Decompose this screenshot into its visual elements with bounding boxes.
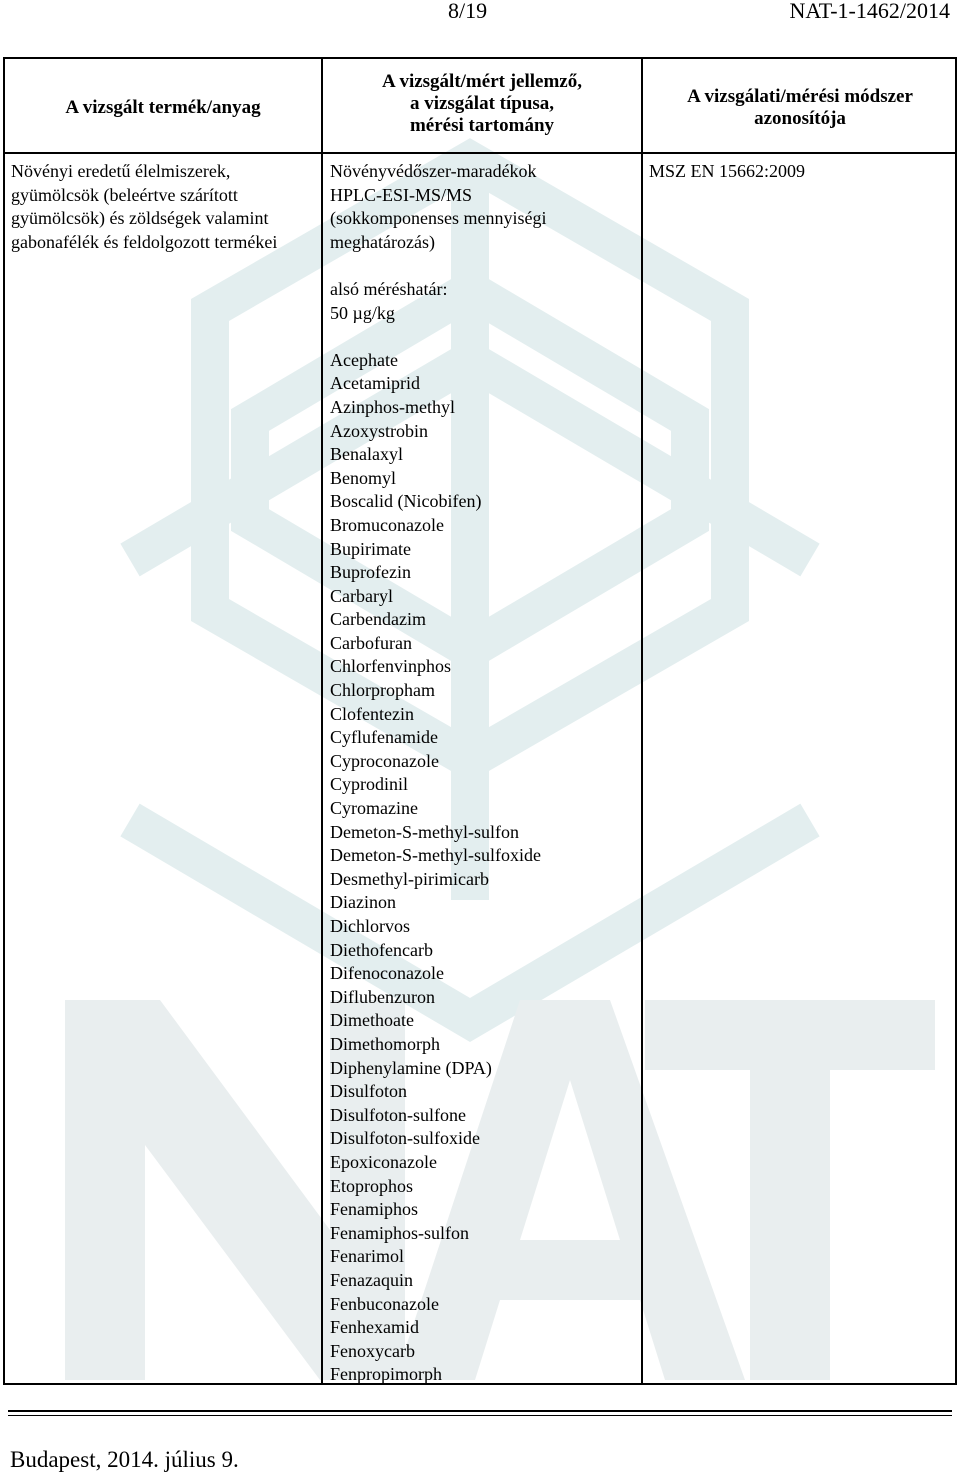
analyte-item: Fenamiphos-sulfon	[330, 1222, 469, 1243]
col-header-product: A vizsgált termék/anyag	[65, 97, 261, 118]
col-header-method	[643, 86, 957, 130]
analyte-item: Diflubenzuron	[330, 986, 435, 1007]
analyte-item: Buprofezin	[330, 562, 411, 583]
analyte-item: Desmethyl-pirimicarb	[330, 868, 489, 889]
accreditation-table	[3, 57, 957, 1385]
analyte-item: Fenhexamid	[330, 1317, 419, 1338]
analyte-item: Fenamiphos	[330, 1199, 418, 1220]
method-line: HPLC-ESI-MS/MS	[330, 184, 473, 205]
col-header-characteristic	[323, 71, 641, 137]
analyte-item: Difenoconazole	[330, 963, 444, 984]
document-id: NAT-1-1462/2014	[789, 0, 950, 23]
analyte-item: Acephate	[330, 349, 398, 370]
footer-rule	[8, 1415, 952, 1416]
analyte-item: Azinphos-methyl	[330, 396, 455, 417]
analyte-list	[330, 349, 638, 1387]
header-line: A vizsgálati/mérési módszer	[687, 86, 913, 107]
header-line: mérési tartomány	[409, 115, 555, 136]
header-divider	[5, 152, 955, 154]
footer-rule	[8, 1410, 952, 1412]
page-number: 8/19	[448, 0, 488, 23]
analyte-item: Fenbuconazole	[330, 1293, 439, 1314]
analyte-item: Chlorpropham	[330, 680, 435, 701]
analyte-item: Diphenylamine (DPA)	[330, 1057, 492, 1078]
analyte-item: Acetamiprid	[330, 373, 420, 394]
analyte-item: Etoprophos	[330, 1175, 413, 1196]
analyte-item: Fenoxycarb	[330, 1340, 415, 1361]
analyte-item: Carbofuran	[330, 632, 412, 653]
analyte-item: Azoxystrobin	[330, 420, 428, 441]
header-line: azonosítója	[754, 108, 846, 129]
analyte-item: Carbaryl	[330, 585, 393, 606]
analyte-item: Dimethomorph	[330, 1033, 440, 1054]
column-divider	[641, 59, 643, 1383]
method-line: Növényvédőszer-maradékok	[330, 161, 537, 181]
analyte-item: Disulfoton	[330, 1081, 408, 1102]
analyte-item: Benalaxyl	[330, 444, 403, 465]
analyte-item: Cyflufenamide	[330, 727, 438, 748]
analyte-item: Demeton-S-methyl-sulfoxide	[330, 845, 541, 866]
header-line: a vizsgálat típusa,	[409, 93, 555, 114]
analyte-item: Disulfoton-sulfoxide	[330, 1128, 480, 1149]
analyte-item: Fenarimol	[330, 1246, 404, 1267]
method-id: MSZ EN 15662:2009	[649, 161, 806, 181]
lod-label: alsó méréshatár:	[330, 278, 448, 299]
product-line: gyümölcsök (beleértve szárított	[11, 184, 238, 205]
lod-value: 50 µg/kg	[330, 302, 395, 323]
analyte-item: Demeton-S-methyl-sulfon	[330, 821, 519, 842]
analyte-item: Bupirimate	[330, 538, 411, 559]
product-description	[11, 160, 317, 254]
analyte-item: Carbendazim	[330, 609, 426, 630]
analyte-item: Chlorfenvinphos	[330, 656, 451, 677]
analyte-item: Boscalid (Nicobifen)	[330, 491, 482, 512]
analyte-item: Fenazaquin	[330, 1269, 413, 1290]
analyte-item: Diethofencarb	[330, 939, 433, 960]
method-line: meghatározás)	[330, 231, 435, 252]
analyte-item: Bromuconazole	[330, 514, 444, 535]
analyte-item: Disulfoton-sulfone	[330, 1104, 466, 1125]
header-line: A vizsgált/mért jellemző,	[382, 71, 582, 92]
characteristic-description	[330, 160, 638, 1387]
method-line: (sokkomponenses mennyiségi	[330, 208, 547, 229]
analyte-item: Cyprodinil	[330, 774, 409, 795]
product-line: gyümölcsök) és zöldségek valamint	[11, 208, 269, 229]
analyte-item: Cyproconazole	[330, 750, 439, 771]
analyte-item: Dichlorvos	[330, 916, 410, 936]
analyte-item: Cyromazine	[330, 798, 418, 819]
product-line: gabonafélék és feldolgozott termékei	[11, 231, 278, 252]
analyte-item: Fenpropimorph	[330, 1364, 442, 1385]
analyte-item: Epoxiconazole	[330, 1151, 437, 1172]
column-divider	[321, 59, 323, 1383]
analyte-item: Benomyl	[330, 467, 396, 488]
product-line: Növényi eredetű élelmiszerek,	[11, 161, 231, 181]
place-date: Budapest, 2014. július 9.	[10, 1447, 239, 1472]
analyte-item: Diazinon	[330, 892, 396, 913]
analyte-item: Dimethoate	[330, 1010, 414, 1031]
analyte-item: Clofentezin	[330, 703, 414, 724]
